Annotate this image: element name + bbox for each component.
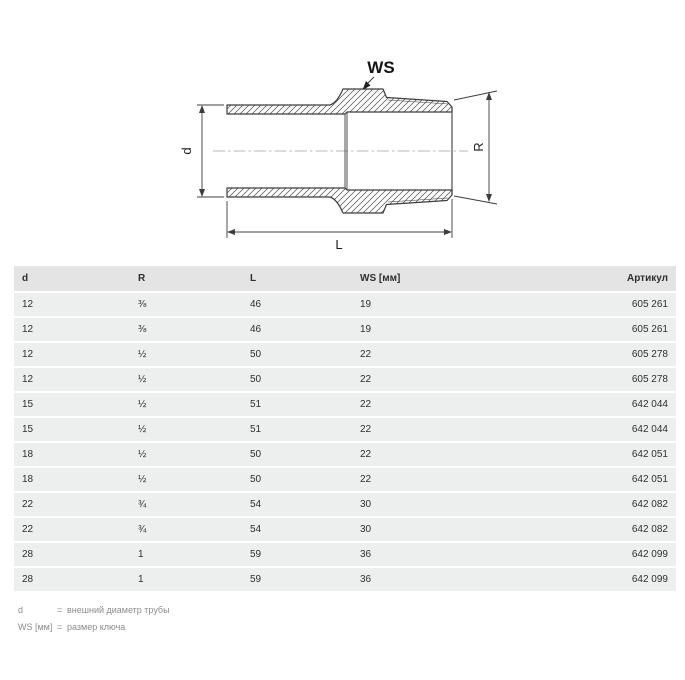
header-l: L <box>242 266 352 291</box>
table-row <box>14 543 676 566</box>
legend-definition: внешний диаметр трубы <box>67 605 170 615</box>
table-cell: 12 <box>14 343 130 366</box>
table-cell: 22 <box>352 443 556 466</box>
table-cell: 605 278 <box>556 368 676 391</box>
table-cell: 1 <box>130 568 242 591</box>
table-body <box>14 293 676 591</box>
table-cell: 22 <box>352 468 556 491</box>
table-cell: 36 <box>352 568 556 591</box>
table-header-row <box>14 266 676 291</box>
table-cell: 642 099 <box>556 543 676 566</box>
legend-equals: = <box>57 605 63 615</box>
d-arrow-bottom <box>199 189 205 197</box>
table-cell: 642 099 <box>556 568 676 591</box>
table-row <box>14 368 676 391</box>
table-cell: 642 082 <box>556 518 676 541</box>
r-arrow-bottom <box>486 194 492 202</box>
table-row <box>14 393 676 416</box>
fitting-lower-section <box>227 188 452 213</box>
fitting-upper-section <box>227 89 452 114</box>
table-cell: ⅜ <box>130 293 242 316</box>
legend-row <box>18 619 170 636</box>
table-row <box>14 493 676 516</box>
table-cell: 1 <box>130 543 242 566</box>
legend-row <box>18 602 170 619</box>
table-cell: 642 082 <box>556 493 676 516</box>
table-cell: ¾ <box>130 493 242 516</box>
table-cell: 12 <box>14 368 130 391</box>
table-cell: 22 <box>352 368 556 391</box>
l-arrow-right <box>444 229 452 235</box>
table-cell: 605 261 <box>556 293 676 316</box>
table-cell: ½ <box>130 443 242 466</box>
table-cell: 605 278 <box>556 343 676 366</box>
table-cell: ½ <box>130 343 242 366</box>
table-cell: 51 <box>242 393 352 416</box>
table-cell: 30 <box>352 493 556 516</box>
technical-drawing <box>0 0 685 260</box>
legend-term: WS [мм] <box>18 622 53 632</box>
header-r: R <box>130 266 242 291</box>
legend-definition: размер ключа <box>67 622 126 632</box>
table-cell: 12 <box>14 318 130 341</box>
table-cell: 51 <box>242 418 352 441</box>
table-cell: 46 <box>242 318 352 341</box>
table-cell: 19 <box>352 293 556 316</box>
table-cell: 22 <box>352 343 556 366</box>
header-ws: WS [мм] <box>352 266 556 291</box>
table-row <box>14 568 676 591</box>
table-cell: 50 <box>242 443 352 466</box>
table-cell: 59 <box>242 568 352 591</box>
dim-label-r: R <box>471 142 486 152</box>
table-cell: 59 <box>242 543 352 566</box>
l-arrow-left <box>227 229 235 235</box>
table-cell: 30 <box>352 518 556 541</box>
d-arrow-top <box>199 105 205 113</box>
table-row <box>14 418 676 441</box>
table-cell: ⅜ <box>130 318 242 341</box>
table-cell: 50 <box>242 343 352 366</box>
table-row <box>14 343 676 366</box>
table-cell: 642 051 <box>556 468 676 491</box>
table-cell: 605 261 <box>556 318 676 341</box>
table-row <box>14 518 676 541</box>
legend <box>18 602 170 636</box>
table-cell: ¾ <box>130 518 242 541</box>
table-cell: 22 <box>14 493 130 516</box>
table-cell: 18 <box>14 468 130 491</box>
table-cell: 36 <box>352 543 556 566</box>
table-cell: ½ <box>130 393 242 416</box>
table-cell: 54 <box>242 493 352 516</box>
table-cell: 15 <box>14 393 130 416</box>
header-d: d <box>14 266 130 291</box>
table-row <box>14 468 676 491</box>
table-cell: 50 <box>242 468 352 491</box>
dim-label-d: d <box>179 147 194 155</box>
table-cell: 12 <box>14 293 130 316</box>
table-cell: 642 051 <box>556 443 676 466</box>
table-cell: 46 <box>242 293 352 316</box>
legend-equals: = <box>57 622 63 632</box>
table-cell: ½ <box>130 468 242 491</box>
table-cell: 22 <box>352 418 556 441</box>
table-cell: 22 <box>14 518 130 541</box>
table-cell: 22 <box>352 393 556 416</box>
dim-label-ws: WS <box>367 58 395 77</box>
header-article: Артикул <box>556 266 676 291</box>
table-cell: 18 <box>14 443 130 466</box>
table-cell: 28 <box>14 568 130 591</box>
table-row <box>14 443 676 466</box>
table-row <box>14 293 676 316</box>
dimensions-table <box>14 264 676 593</box>
legend-term: d <box>18 605 24 615</box>
table-cell: 28 <box>14 543 130 566</box>
table-cell: 642 044 <box>556 393 676 416</box>
table-cell: 54 <box>242 518 352 541</box>
dim-label-l: L <box>335 237 343 252</box>
table-cell: 15 <box>14 418 130 441</box>
table-cell: ½ <box>130 418 242 441</box>
table-row <box>14 318 676 341</box>
table-cell: 642 044 <box>556 418 676 441</box>
table-cell: 19 <box>352 318 556 341</box>
table-cell: 50 <box>242 368 352 391</box>
table-cell: ½ <box>130 368 242 391</box>
